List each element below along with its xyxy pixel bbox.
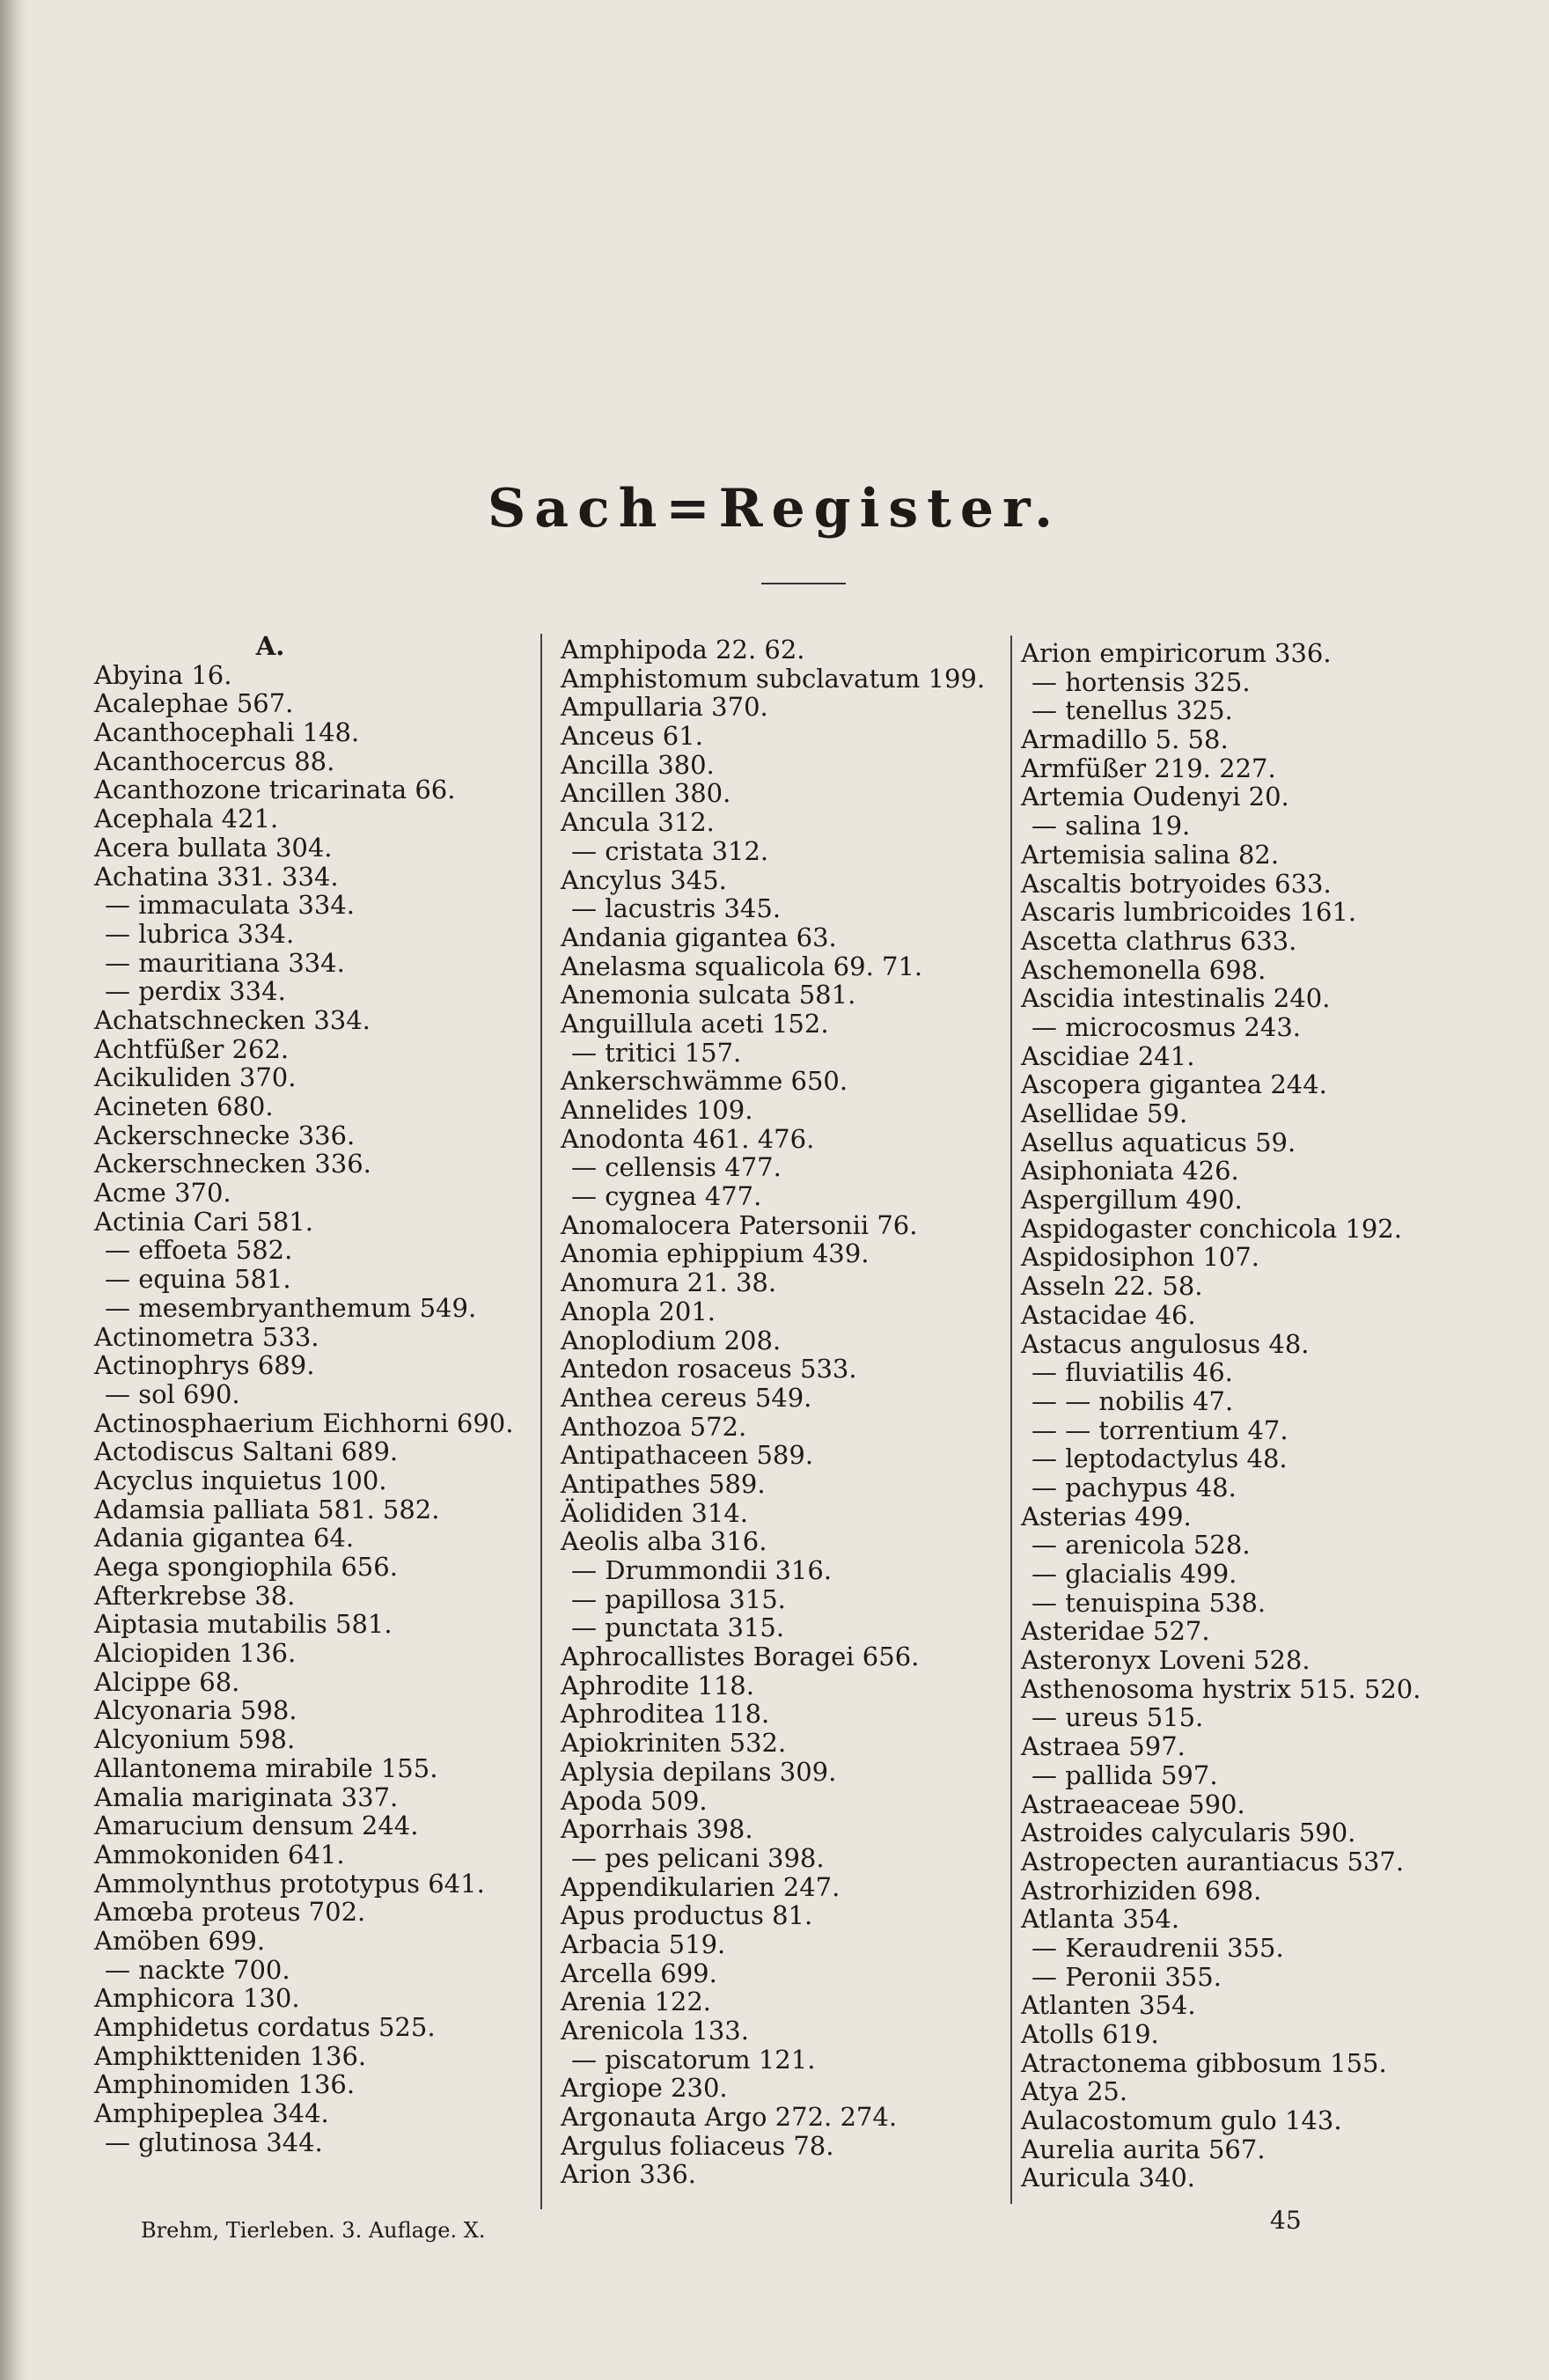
index-entry: Arenicola 133. (561, 2016, 749, 2046)
index-entry: — equina 581. (105, 1264, 291, 1295)
index-entry: Atlanta 354. (1021, 1904, 1180, 1935)
index-entry: Actinosphaerium Eichhorni 690. (94, 1407, 514, 1438)
index-entry: Asellus aquaticus 59. (1021, 1127, 1296, 1157)
index-entry: Acera bullata 304. (94, 832, 333, 863)
index-entry: — sol 690. (105, 1378, 240, 1409)
index-entry: Arcella 699. (561, 1958, 717, 1988)
index-entry: Acyclus inquietus 100. (94, 1465, 387, 1495)
index-entry: Aplysia depilans 309. (561, 1756, 837, 1787)
index-entry: Arion empiricorum 336. (1021, 638, 1332, 668)
index-entry: — Keraudrenii 355. (1031, 1932, 1284, 1963)
page-title: Sach=Register. (487, 478, 1062, 540)
index-entry: Astraea 597. (1021, 1731, 1186, 1762)
index-entry: Andania gigantea 63. (561, 922, 837, 952)
index-entry: — nackte 700. (105, 1954, 290, 1985)
index-entry: Asiphoniata 426. (1021, 1156, 1239, 1186)
index-entry: — tenuispina 538. (1031, 1587, 1266, 1618)
index-entry: Ampullaria 370. (561, 692, 768, 723)
index-entry: Aeolis alba 316. (561, 1526, 767, 1557)
index-entry: Anodonta 461. 476. (561, 1123, 815, 1154)
index-entry: Acikuliden 370. (94, 1062, 297, 1093)
index-entry: Annelides 109. (561, 1095, 753, 1125)
index-entry: Asteronyx Loveni 528. (1021, 1645, 1310, 1676)
index-entry: Amphinomiden 136. (94, 2069, 356, 2100)
index-entry: Arbacia 519. (561, 1928, 726, 1959)
index-entry: Anceus 61. (561, 721, 703, 752)
index-entry: Amöben 699. (94, 1925, 266, 1956)
index-entry: Aphroditea 118. (561, 1699, 770, 1730)
index-entry: Alciopiden 136. (94, 1638, 297, 1669)
index-entry: — microcosmus 243. (1031, 1011, 1301, 1042)
index-entry: Äolididen 314. (561, 1497, 748, 1528)
index-entry: Amphicora 130. (94, 1983, 300, 2014)
index-entry: Amphipoda 22. 62. (561, 635, 805, 665)
index-entry: Alcyonaria 598. (94, 1695, 297, 1726)
index-entry: Actinia Cari 581. (94, 1206, 313, 1237)
index-entry: Anomia ephippium 439. (561, 1238, 870, 1269)
index-entry: — cygnea 477. (571, 1181, 762, 1212)
index-entry: — hortensis 325. (1031, 666, 1251, 697)
index-entry: Allantonema mirabile 155. (94, 1752, 438, 1783)
index-entry: — Drummondii 316. (571, 1555, 833, 1585)
index-entry: Apus productus 81. (561, 1900, 813, 1931)
index-entry: — cristata 312. (571, 835, 769, 866)
index-entry: Acanthocercus 88. (94, 746, 335, 776)
index-entry: Amphiktteniden 136. (94, 2040, 367, 2071)
index-entry: Asterias 499. (1021, 1501, 1192, 1532)
index-entry: Artemisia salina 82. (1021, 839, 1280, 870)
index-entry: Ammolynthus prototypus 641. (94, 1868, 485, 1899)
index-entry: Anomura 21. 38. (561, 1267, 777, 1298)
index-entry: Acineten 680. (94, 1091, 274, 1121)
index-entry: Asteridae 527. (1021, 1616, 1210, 1647)
index-entry: — glutinosa 344. (105, 2127, 323, 2157)
index-entry: Astraeaceae 590. (1021, 1789, 1245, 1819)
index-entry: Amalia mariginata 337. (94, 1781, 399, 1812)
index-entry: Aulacostomum gulo 143. (1021, 2105, 1342, 2136)
index-entry: Anomalocera Patersonii 76. (561, 1209, 918, 1240)
index-entry: — glacialis 499. (1031, 1559, 1237, 1589)
index-entry: Argulus foliaceus 78. (561, 2130, 834, 2161)
index-entry: Atlanten 354. (1021, 1990, 1196, 2021)
index-entry: Atractonema gibbosum 155. (1021, 2047, 1387, 2078)
index-entry: Aporrhais 398. (561, 1814, 753, 1845)
index-entry: Appendikularien 247. (561, 1871, 841, 1902)
index-entry: Anguillula aceti 152. (561, 1008, 829, 1039)
index-entry: Amphistomum subclavatum 199. (561, 663, 986, 694)
index-entry: Aurelia aurita 567. (1021, 2134, 1266, 2164)
footer-signature: Brehm, Tierleben. 3. Auflage. X. (141, 2218, 486, 2243)
index-entry: Ackerschnecken 336. (94, 1149, 371, 1179)
index-entry: Ascidiae 241. (1021, 1040, 1195, 1071)
index-entry: Achatina 331. 334. (94, 861, 339, 892)
index-entry: Astrorhiziden 698. (1021, 1875, 1262, 1906)
index-entry: Acme 370. (94, 1178, 231, 1208)
index-entry: — arenicola 528. (1031, 1530, 1251, 1561)
page-binding-shadow (0, 0, 26, 2380)
index-entry: Ammokoniden 641. (94, 1839, 345, 1869)
index-entry: Astropecten aurantiacus 537. (1021, 1846, 1405, 1877)
index-entry: Antedon rosaceus 533. (561, 1354, 857, 1385)
index-entry: Actinophrys 689. (94, 1350, 315, 1381)
index-entry: — papillosa 315. (571, 1583, 786, 1614)
index-entry: Ascopera gigantea 244. (1021, 1069, 1327, 1100)
index-entry: Ascaltis botryoides 633. (1021, 868, 1332, 899)
index-entry: Abyina 16. (94, 659, 232, 690)
index-entry: Amphipeplea 344. (94, 2098, 329, 2129)
index-entry: — tenellus 325. (1031, 695, 1233, 726)
index-entry: Anelasma squalicola 69. 71. (561, 951, 923, 981)
index-entry: — cellensis 477. (571, 1152, 782, 1183)
index-entry: Amœba proteus 702. (94, 1897, 366, 1928)
index-entry: Alcyonium 598. (94, 1724, 296, 1755)
index-entry: — salina 19. (1031, 811, 1191, 841)
index-entry: Ascaris lumbricoides 161. (1021, 897, 1357, 928)
index-entry: Anthozoa 572. (561, 1411, 747, 1442)
index-entry: — pes pelicani 398. (571, 1842, 825, 1873)
index-entry: Aphrodite 118. (561, 1670, 754, 1701)
index-entry: Ackerschnecke 336. (94, 1120, 356, 1150)
index-entry: — leptodactylus 48. (1031, 1443, 1288, 1474)
index-entry: Amphidetus cordatus 525. (94, 2012, 436, 2042)
index-entry: Anoplodium 208. (561, 1325, 782, 1355)
index-entry: — effoeta 582. (105, 1235, 293, 1266)
index-entry: — lacustris 345. (571, 893, 782, 924)
index-column-2 (561, 635, 985, 2189)
index-entry: Astroides calycularis 590. (1021, 1818, 1356, 1848)
section-letter: A. (255, 631, 285, 661)
index-entry: Afterkrebse 38. (94, 1580, 296, 1611)
index-entry: Ancylus 345. (561, 864, 727, 895)
index-column-1 (94, 632, 513, 2156)
index-entry: Apoda 509. (561, 1785, 708, 1816)
index-entry: Asseln 22. 58. (1021, 1271, 1203, 1302)
index-entry: Atolls 619. (1021, 2019, 1159, 2049)
column-divider (1010, 635, 1012, 2204)
index-entry: Acephala 421. (94, 804, 279, 834)
index-entry: Aspergillum 490. (1021, 1185, 1243, 1216)
index-entry: — ureus 515. (1031, 1702, 1204, 1733)
page-number: 45 (1270, 2206, 1302, 2235)
index-column-3 (1021, 639, 1421, 2193)
index-entry: Astacus angulosus 48. (1021, 1328, 1310, 1359)
index-entry: Antipathaceen 589. (561, 1440, 814, 1471)
index-entry: — — torrentium 47. (1031, 1414, 1288, 1445)
index-entry: — mesembryanthemum 549. (105, 1292, 477, 1323)
title-rule (761, 583, 846, 584)
index-entry: — piscatorum 121. (571, 2044, 816, 2075)
index-entry: — punctata 315. (571, 1612, 785, 1643)
index-entry: Adamsia palliata 581. 582. (94, 1494, 440, 1524)
index-entry: Atya 25. (1021, 2076, 1128, 2107)
index-entry: Argonauta Argo 272. 274. (561, 2102, 898, 2133)
index-entry: Ascetta clathrus 633. (1021, 925, 1297, 956)
column-divider (540, 634, 542, 2209)
index-entry: — — nobilis 47. (1031, 1385, 1234, 1416)
index-entry: Alcippe 68. (94, 1666, 240, 1697)
index-entry: Ancula 312. (561, 807, 715, 838)
index-entry: — tritici 157. (571, 1037, 742, 1068)
index-entry: Achtfüßer 262. (94, 1033, 290, 1064)
index-entry: Anthea cereus 549. (561, 1382, 812, 1413)
index-entry: Actinometra 533. (94, 1321, 319, 1352)
index-entry: — Peronii 355. (1031, 1961, 1222, 1992)
index-entry: Aphrocallistes Boragei 656. (561, 1642, 920, 1672)
index-entry: — perdix 334. (105, 976, 286, 1007)
index-entry: Anopla 201. (561, 1296, 716, 1326)
index-entry: Armadillo 5. 58. (1021, 724, 1229, 755)
index-entry: Adania gigantea 64. (94, 1523, 355, 1554)
index-entry: Aiptasia mutabilis 581. (94, 1609, 393, 1640)
index-entry: Aschemonella 698. (1021, 954, 1266, 985)
index-entry: Astacidae 46. (1021, 1299, 1196, 1330)
index-entry: — immaculata 334. (105, 890, 355, 921)
index-entry: Actodiscus Saltani 689. (94, 1436, 399, 1467)
index-entry: — fluviatilis 46. (1031, 1357, 1233, 1388)
index-entry: Acanthocephali 148. (94, 717, 360, 748)
index-entry: Asellidae 59. (1021, 1098, 1188, 1128)
index-entry: Acalephae 567. (94, 688, 294, 719)
index-entry: Asthenosoma hystrix 515. 520. (1021, 1673, 1421, 1704)
index-entry: Ankerschwämme 650. (561, 1066, 848, 1097)
index-entry: Arenia 122. (561, 1987, 711, 2017)
index-entry: — pallida 597. (1031, 1759, 1218, 1790)
index-entry: — lubrica 334. (105, 918, 295, 949)
index-entry: — mauritiana 334. (105, 947, 345, 978)
index-entry: Anemonia sulcata 581. (561, 980, 856, 1010)
index-entry: Auricula 340. (1021, 2163, 1196, 2193)
index-entry: Acanthozone tricarinata 66. (94, 775, 456, 805)
index-entry: Arion 336. (561, 2159, 697, 2190)
index-entry: Achatschnecken 334. (94, 1004, 371, 1035)
index-entry: Aega spongiophila 656. (94, 1552, 398, 1582)
index-entry: Antipathes 589. (561, 1468, 766, 1499)
index-entry: Amarucium densum 244. (94, 1811, 419, 1841)
index-entry: Apiokriniten 532. (561, 1728, 787, 1759)
index-entry: Aspidosiphon 107. (1021, 1242, 1260, 1273)
index-entry: Aspidogaster conchicola 192. (1021, 1213, 1402, 1244)
index-entry: Ancilla 380. (561, 749, 715, 780)
index-entry: Armfüßer 219. 227. (1021, 753, 1276, 783)
index-entry: Ascidia intestinalis 240. (1021, 983, 1331, 1014)
index-entry: Argiope 230. (561, 2073, 728, 2104)
index-entry: — pachypus 48. (1031, 1472, 1237, 1502)
index-entry: Artemia Oudenyi 20. (1021, 782, 1289, 812)
index-entry: Ancillen 380. (561, 778, 731, 809)
